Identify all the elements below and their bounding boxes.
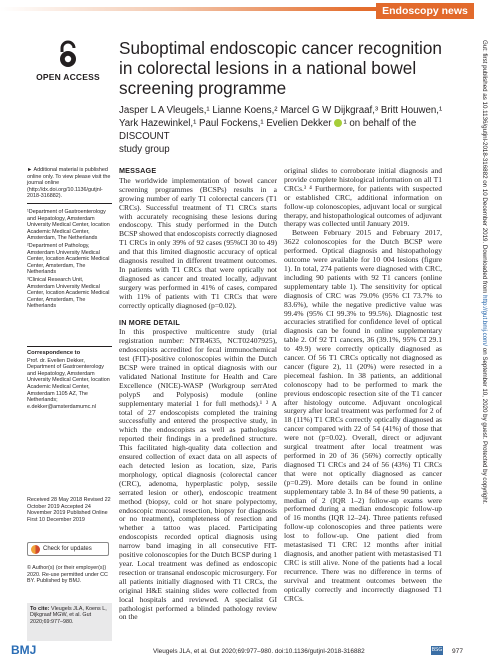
footer-citation: Vleugels JLA, et al. Gut 2020;69:977–980. doi:10.1136/gutjnl-2018-316882 [153, 648, 365, 655]
body-paragraph: original slides to corroborate initial diagnosis and provide complete histological information on all T1 CRCs.³ ⁴ Furthermore, for patients with suspected or established CRC, additional information on follow-up colonoscopies, adjuvant local or surgical therapy, and histopathological outcomes of adjuvant therapy was collected until January 2019. [284, 166, 442, 229]
affiliation: ²Department of Pathology, Amsterdam University Medical Center, location Academic Medical Center, Amsterdam, The Netherlands [27, 242, 110, 276]
body-paragraph: The worldwide implementation of bowel cancer screening programmes (BCSPs) results in a growing number of early T1 colorectal cancers (T1 CRCs). Successful treatment of T1 CRCs starts with accurately recognising these lesions during endoscopy. This study performed in the Dutch BCSP showed that endoscopists correctly diagnosed T1 CRCs in only 39% of 92 cases (95%CI 30 to 49) and that this limited diagnostic accuracy of optical diagnosis resulted in different treatment outcomes. In patients with T1 CRCs that were optically not diagnosed as cancer and treated locally, adjuvant surgery was performed in 41% of cases, compared with 11% of patients with T1 CRCs that were correctly optically diagnosed (p=0.02). [119, 175, 277, 310]
cite-text: Vleugels JLA, Koens L, Dijkgraaf MGW, et al. Gut 2020;69:977–980. [30, 606, 107, 625]
page-number: 977 [452, 648, 464, 655]
authors-text: Yark Hazewinkel,¹ Paul Fockens,¹ Evelien Dekker [119, 118, 332, 129]
supplementary-note [27, 167, 112, 201]
side-note-text [481, 40, 488, 640]
body-column-2 [284, 167, 442, 640]
section-label: Endoscopy news [376, 3, 474, 19]
authors-text: ¹ on behalf of the DISCOUNT [119, 118, 417, 142]
cite-label: To cite: [30, 606, 50, 612]
header-band [0, 0, 474, 19]
authors-line: study group [119, 144, 170, 155]
section-heading-message: MESSAGE [119, 166, 157, 175]
publisher-logo: BMJ [11, 643, 37, 657]
open-access-label: OPEN ACCESS [36, 72, 100, 82]
crossmark-icon [31, 545, 40, 554]
dates-text: Received 28 May 2018 Revised 22 October 2019 Accepted 24 November 2019 Published Online First 10 December 2019 [27, 497, 111, 523]
divider [27, 203, 112, 204]
check-updates-button[interactable] [27, 542, 109, 556]
body-paragraph: In this prospective multicentre study (trial registration number: NTR4635, NCT02407925), endoscopists accredited for fecal immunochemical test (FIT)-positive colonoscopies within the Dutch BCSP were trained in optical diagnosis with our validated National Institute for Health and Care Excellence (NICE)-WASP (Workgroup serrAted polypS and Polyposis) module (online supplementary material 1 for full methods).¹ ² A total of 27 endoscopists completed the training successfully and entered the prospective study, in which the endoscopists as well as pathologists reported their findings in a predefined structure. This facilitated high-quality data collection and ensured collection of exact data on all aspects of each detected lesion as location, size, Paris morphology, optical diagnosis (colorectal cancer (CRC), adenoma, hyperplastic polyp, sessile serrated lesion or other), endoscopic treatment method (biopsy, cold or hot snare polypectomy, endoscopic mucosal resection, biopsy for diagnosis or no treatment), completeness of resection and whether a tattoo was placed. Participating endoscopists recorded optical diagnosis using narrow band imaging in all consecutive FIT-positive colonoscopies for the Dutch BCSP during 1 year. Local treatment was defined as endoscopic resection or transanal endoscopic microsurgery. For all patients initially diagnosed with T1 CRCs, the original H&E staining slides were collected from local hospitals and reviewed. A specialist GI pathologist performed a blinded pathology review on the [119, 327, 277, 622]
copyright-note [27, 565, 112, 586]
body-column-1 [119, 167, 277, 640]
author-list [119, 104, 469, 156]
correspondence-heading: Correspondence to [27, 350, 81, 356]
orcid-icon[interactable] [334, 119, 342, 127]
article-dates [27, 497, 112, 524]
affiliation: ¹Department of Gastroenterology and Hepatology, Amsterdam University Medical Center, location Academic Medical Center, Amsterdam, The Netherlands [27, 209, 110, 242]
side-download-note [476, 40, 490, 640]
side-note-part: Gut: first published as 10.1136/gutjnl-2018-316882 on 10 December 2019. Downloaded from [481, 40, 488, 296]
divider [27, 346, 112, 347]
open-access-lock-icon [56, 40, 80, 68]
body-paragraph: Between February 2015 and February 2017, 3622 colonoscopies for the Dutch BCSP were performed. Optical diagnosis and histopathology outcome were available for 10 004 lesions (figure 1). In total, 274 patients were diagnosed with CRC, including 90 patients with 92 T1 cancers (online supplementary table 1). The sensitivity for optical diagnosis of CRC was 79.0% (95% CI 73.7% to 83.6%), while the negative predictive value was 99.4% (95% CI 99.3% to 99.5%). Diagnostic test accuracies stratified for confidence level of optical diagnosis can be found in online supplementary table 2. Of 92 T1 cancers, 36 (39.1%, 95% CI 29.1 to 49.9) were correctly optically diagnosed as cancer. Of 56 T1 CRCs optically not diagnosed as cancer (figure 2), 11 (20%) were resected in a piecemeal fashion. In 38 patients, an additional colonoscopy had to be performed to mark the previous endoscopic resection site of the T1 cancer after histology outcome. Adjuvant oncological surgery after local treatment was performed for 2 of 18 (11%) T1 CRCs correctly optically diagnosed as cancer compared with 22 of 54 (41%) of those that were not (p=0.02). Overall, direct or adjuvant surgical treatment after local treatment was performed in 20 of 36 (56%) correctly optically diagnosed T1 CRCs and 24 of 56 (43%) T1 CRCs that were not optically diagnosed as cancer (p=0.29). More details can be found in online supplementary table 3. In 84 of these 90 patients, a median of 2 (IQR 1–2) follow-up exams were performed during a median endoscopic follow-up of 16 months (IQR 12–24). Three patients refused follow-up colonoscopies and three patients were lost to follow-up. One patient died from metastasised T1 CRC 12 months after initial diagnosis, and another patient with metastasised T1 CRC is still alive. None of the patients had a local recurrence. There was no difference in terms of survival and treatment outcomes between the optically correctly and incorrectly diagnosed T1 CRCs. [284, 228, 442, 603]
affiliation: ³Clinical Research Unit, Amsterdam University Medical Center, location Academic Medical Center, Amsterdam, The Netherlands [27, 276, 110, 310]
copyright-text: © Author(s) (or their employer(s)) 2020. Re-use permitted under CC BY. Published by BMJ. [27, 565, 108, 585]
authors-line [119, 117, 469, 143]
section-heading-detail: IN MORE DETAIL [119, 317, 180, 327]
authors-line: Jasper L A Vleugels,¹ Lianne Koens,² Marcel G W Dijkgraaf,³ Britt Houwen,¹ [119, 105, 443, 116]
article-title: Suboptimal endoscopic cancer recognition in colorectal lesions in a national bowel screening programme [119, 38, 442, 98]
society-logo: BSG [431, 647, 443, 653]
journal-link[interactable]: http://gut.bmj.com/ [481, 295, 488, 347]
correspondence [27, 350, 112, 411]
affiliations [27, 209, 112, 311]
citation-box [27, 603, 112, 641]
supplementary-text: ► Additional material is published online only. To view please visit the journal online (http://dx.doi.org/10.1136/gutjnl-2018-316882). [27, 167, 111, 200]
correspondence-text: Prof. dr. Evelien Dekker, Department of Gastroenterology and Hepatology, Amsterdam University Medical Center, location Academic Medical Center, Amsterdam 1105 AZ, The Netherlands; e.dekker@amsterdamumc.nl [27, 357, 110, 410]
side-note-part: on September 10, 2020 by guest. Protected by copyright. [481, 346, 488, 505]
check-updates-label: Check for updates [43, 546, 92, 552]
